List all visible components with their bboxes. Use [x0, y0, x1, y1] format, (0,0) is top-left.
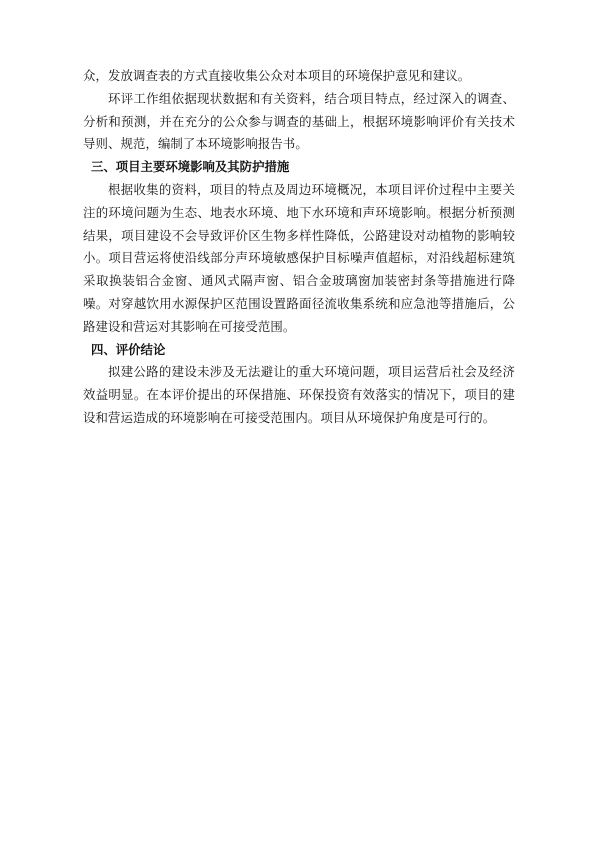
document-body	[83, 65, 515, 430]
paragraph-continuation: 众，发放调查表的方式直接收集公众对本项目的环境保护意见和建议。	[83, 68, 471, 83]
paragraph-intro: 环评工作组依据现状数据和有关资料，结合项目特点，经过深入的调查、分析和预测，并在充分的公众参与调查的基础上，根据环境影响评价有关技术导则、规范，编制了本环境影响报告书。	[83, 90, 515, 152]
section-4-heading: 四、评价结论	[91, 341, 166, 357]
section-3-heading: 三、项目主要环境影响及其防护措施	[91, 159, 290, 175]
section-3-paragraph: 根据收集的资料，项目的特点及周边环境概况，本项目评价过程中主要关注的环境问题为生态、地表水环境、地下水环境和声环境影响。根据分析预测结果，项目建设不会导致评价区生物多样性降低，公路建设对动植物的影响较小。项目营运将使沿线部分声环境敏感保护目标噪声值超标，对沿线超标建筑采取换装铝合金窗、通风式隔声窗、铝合金玻璃窗加装密封条等措施进行降噪。对穿越饮用水源保护区范围设置路面径流收集系统和应急池等措施后，公路建设和营运对其影响在可接受范围。	[83, 181, 515, 334]
section-4-paragraph: 拟建公路的建设未涉及无法避让的重大环境问题，项目运营后社会及经济效益明显。在本评价提出的环保措施、环保投资有效落实的情况下，项目的建设和营运造成的环境影响在可接受范围内。项目从环境保护角度是可行的。	[83, 364, 515, 425]
